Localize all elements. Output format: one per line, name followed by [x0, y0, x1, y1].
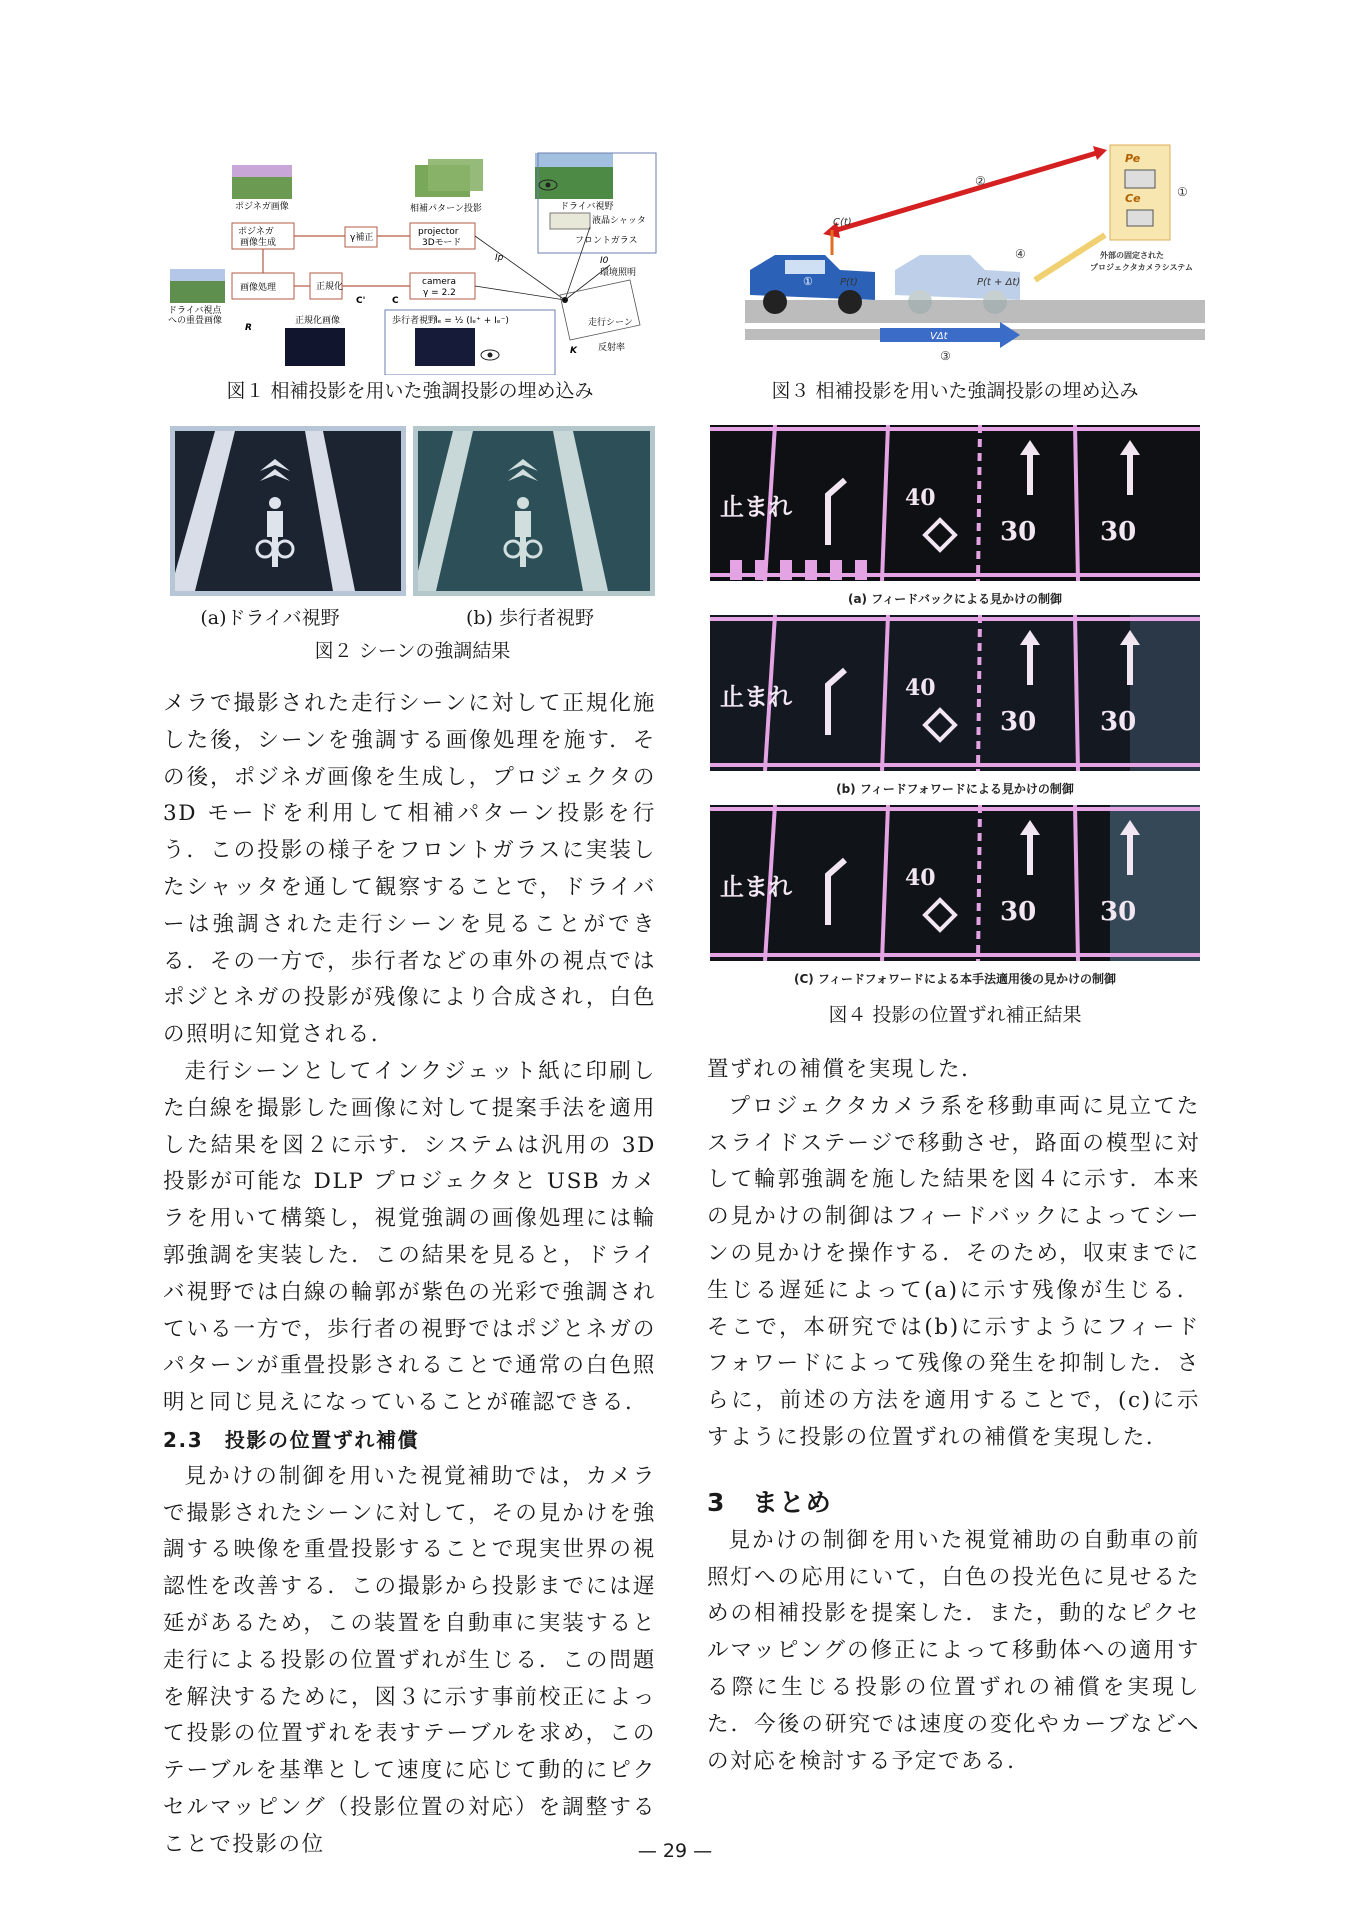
fig1-label-projector: projector: [418, 227, 459, 237]
svg-text:I0: I0: [600, 256, 609, 266]
section-heading-3: 3 まとめ: [707, 1487, 833, 1517]
figure-1-diagram: [160, 145, 660, 375]
svg-text:Ip: Ip: [495, 253, 504, 263]
fig1-label-img-proc: 画像処理: [240, 283, 277, 293]
fig4-panel-c: [710, 805, 1200, 961]
svg-text:K: K: [570, 346, 577, 356]
yellow-arrow: [1035, 235, 1105, 280]
road-stop-text: 止まれ: [720, 872, 792, 901]
fig1-label-normalized: 正規化画像: [295, 316, 341, 326]
road-stop-text: 止まれ: [720, 492, 792, 521]
right-paragraph-2: プロジェクタカメラ系を移動車両に見立てたスライドステージで移動させ，路面の模型に対して輪郭強調を施した結果を図４に示す．本来の見かけの制御はフィードバックによってシーンの見かけを操作する．そのため，収束までに生じる遅延によって(a)に示す残像が生じる．そこで，本研究では(b)に示すようにフィードフォワードによって残像の発生を抑制した．さらに，前述の方法を適用することで，(c)に示すように投影の位置ずれの補償を実現した．: [707, 1093, 1200, 1450]
road-lane-text-2: 30: [1100, 897, 1137, 927]
left-paragraph-3: 見かけの制御を用いた視覚補助では，カメラで撮影されたシーンに対して，その見かけを強調する映像を重畳投影することで現実世界の視認性を改善する．この撮影から投影までには遅延があるため，この装置を自動車に実装すると走行による投影の位置ずれが生じる．この問題を解決するために，図３に示す事前校正によって投影の位置ずれを表すテーブルを求め，このテーブルを基準として速度に応じて動的にピクセルマッピング（投影位置の対応）を調整することで投影の位: [163, 1463, 656, 1857]
fig4-panel-a-caption: (a) フィードバックによる見かけの制御: [847, 592, 1063, 606]
road-lane-text-2: 30: [1100, 707, 1137, 737]
label-n1-car: ①: [803, 275, 813, 288]
page-number: — 29 —: [637, 1840, 713, 1862]
road-speed-text: 40: [905, 865, 936, 891]
fig2-sub-a: (a)ドライバ視野: [200, 607, 340, 629]
fig1-label-front-glass: フロントガラス: [575, 236, 638, 246]
fig1-label-gamma-val: γ = 2.2: [423, 288, 456, 298]
fig1-label-gamma: γ補正: [350, 233, 374, 243]
fig1-label-scene: 走行シーン: [588, 318, 633, 328]
label-ct: C(t): [833, 217, 852, 228]
svg-text:への重畳画像: への重畳画像: [168, 316, 223, 326]
red-arrow: [830, 152, 1100, 232]
fig1-label-posinega-gen: ポジネガ: [238, 227, 274, 237]
svg-text:画像生成: 画像生成: [240, 238, 277, 248]
fig1-caption: 図１ 相補投影を用いた強調投影の埋め込み: [226, 380, 594, 402]
right-paragraph-3: 見かけの制御を用いた視覚補助の自動車の前照灯への応用にいて，白色の投光色に見せるための相補投影を提案した．また，動的なピクセルマッピングの修正によって移動体への適用する際に生じる投影の位置ずれの補償を実現した．今後の研究では速度の変化やカーブなどへの対応を検討する予定である．: [707, 1527, 1200, 1774]
fig2-sub-b: (b) 歩行者視野: [465, 607, 595, 629]
fig1-label-normalize: 正規化: [316, 282, 344, 292]
road-lane-text-1: 30: [1000, 897, 1037, 927]
fig1-label-pattern: 相補パターン投影: [410, 204, 482, 214]
left-paragraph-2: 走行シーンとしてインクジェット紙に印刷した白線を撮影した画像に対して提案手法を適用した結果を図２に示す．システムは汎用の 3D 投影が可能な DLP プロジェクタと USB カメラを用いて構築し，視覚強調の画像処理には輪郭強調を実装した．この結果を見ると，ドライバ視野では白線の輪郭が紫色の光彩で強調されている一方で，歩行者の視野ではポジとネガのパターンが重畳投影されることで通常の白色照明と同じ見えになっていることが確認できる．: [163, 1058, 656, 1416]
label-n4: ④: [1015, 247, 1026, 261]
figure-2-b-image: [413, 426, 655, 596]
road-speed-text: 40: [905, 485, 936, 511]
fig2-caption: 図２ シーンの強調結果: [314, 640, 511, 662]
road-lane-text-1: 30: [1000, 517, 1037, 547]
label-pe: Pe: [1125, 152, 1141, 165]
figure-1: [160, 145, 660, 375]
label-n1: ①: [1177, 185, 1188, 199]
fig3-caption: 図３ 相補投影を用いた強調投影の埋め込み: [771, 380, 1139, 402]
fig4-panel-b: [710, 615, 1200, 771]
label-pt: P(t): [840, 277, 858, 288]
fig1-label-reflect: 反射率: [598, 343, 626, 353]
svg-text:C: C: [392, 296, 399, 306]
label-ptdt: P(t + Δt): [977, 277, 1021, 288]
fig4-panel-b-caption: (b) フィードフォワードによる見かけの制御: [836, 782, 1074, 796]
fig1-label-driver-view: ドライバ視野: [560, 202, 614, 212]
figure-2-a-image: [170, 426, 406, 596]
fig4-caption: 図４ 投影の位置ずれ補正結果: [828, 1004, 1082, 1026]
fig1-label-ped-view: 歩行者視野: [392, 316, 438, 326]
label-ce: Ce: [1125, 192, 1141, 205]
fig1-label-lc-shutter: 液晶シャッタ: [592, 216, 646, 226]
fig1-label-mode3d: 3Dモード: [422, 238, 462, 248]
road-stop-text: 止まれ: [720, 682, 792, 711]
right-paragraph-1: 置ずれの補償を実現した．: [707, 1057, 985, 1082]
left-paragraph-1: メラで撮影された走行シーンに対して正規化施した後，シーンを強調する画像処理を施す．その後，ポジネガ画像を生成し，プロジェクタの 3D モードを利用して相補パターン投影を行う．この投影の様子をフロントガラスに実装したシャッタを通して観察することで，ドライバーは強調された走行シーンを見ることができる．その一方で，歩行者などの車外の視点ではポジとネガの投影が残像により合成され，白色の照明に知覚される．: [163, 691, 656, 1048]
label-system: 外部の固定された: [1100, 251, 1164, 260]
fig1-label-camera: camera: [422, 277, 456, 287]
road-lane-text-1: 30: [1000, 707, 1037, 737]
figure-3: [745, 140, 1205, 365]
fig1-label-env-light: 環境照明: [600, 268, 637, 278]
fig1-label-overlay: ドライバ視点: [168, 306, 222, 316]
fig4-panel-c-caption: (C) フィードフォワードによる本手法適用後の見かけの制御: [793, 972, 1117, 986]
svg-text:R: R: [245, 323, 252, 333]
label-n2: ②: [975, 174, 986, 188]
fig4-panel-a: [710, 425, 1200, 581]
right-column: [707, 1052, 1200, 1780]
svg-text:C': C': [356, 296, 366, 306]
pedestrian-thumbnail: [415, 328, 475, 366]
normalized-thumbnail: [285, 328, 345, 366]
left-column: [163, 686, 656, 1864]
label-vdt: VΔt: [930, 331, 948, 342]
fig1-label-formula: Iₑ = ½ (Iₑ⁺ + Iₑ⁻): [435, 316, 509, 326]
label-n3: ③: [940, 349, 951, 363]
section-heading-2-3: 2.3 投影の位置ずれ補償: [163, 1427, 420, 1452]
svg-text:プロジェクタカメラシステム: プロジェクタカメラシステム: [1090, 263, 1193, 272]
road-lane-text-2: 30: [1100, 517, 1137, 547]
fig1-label-posinega-img: ポジネガ画像: [235, 202, 289, 212]
road-speed-text: 40: [905, 675, 936, 701]
figure-4: [710, 425, 1200, 1000]
